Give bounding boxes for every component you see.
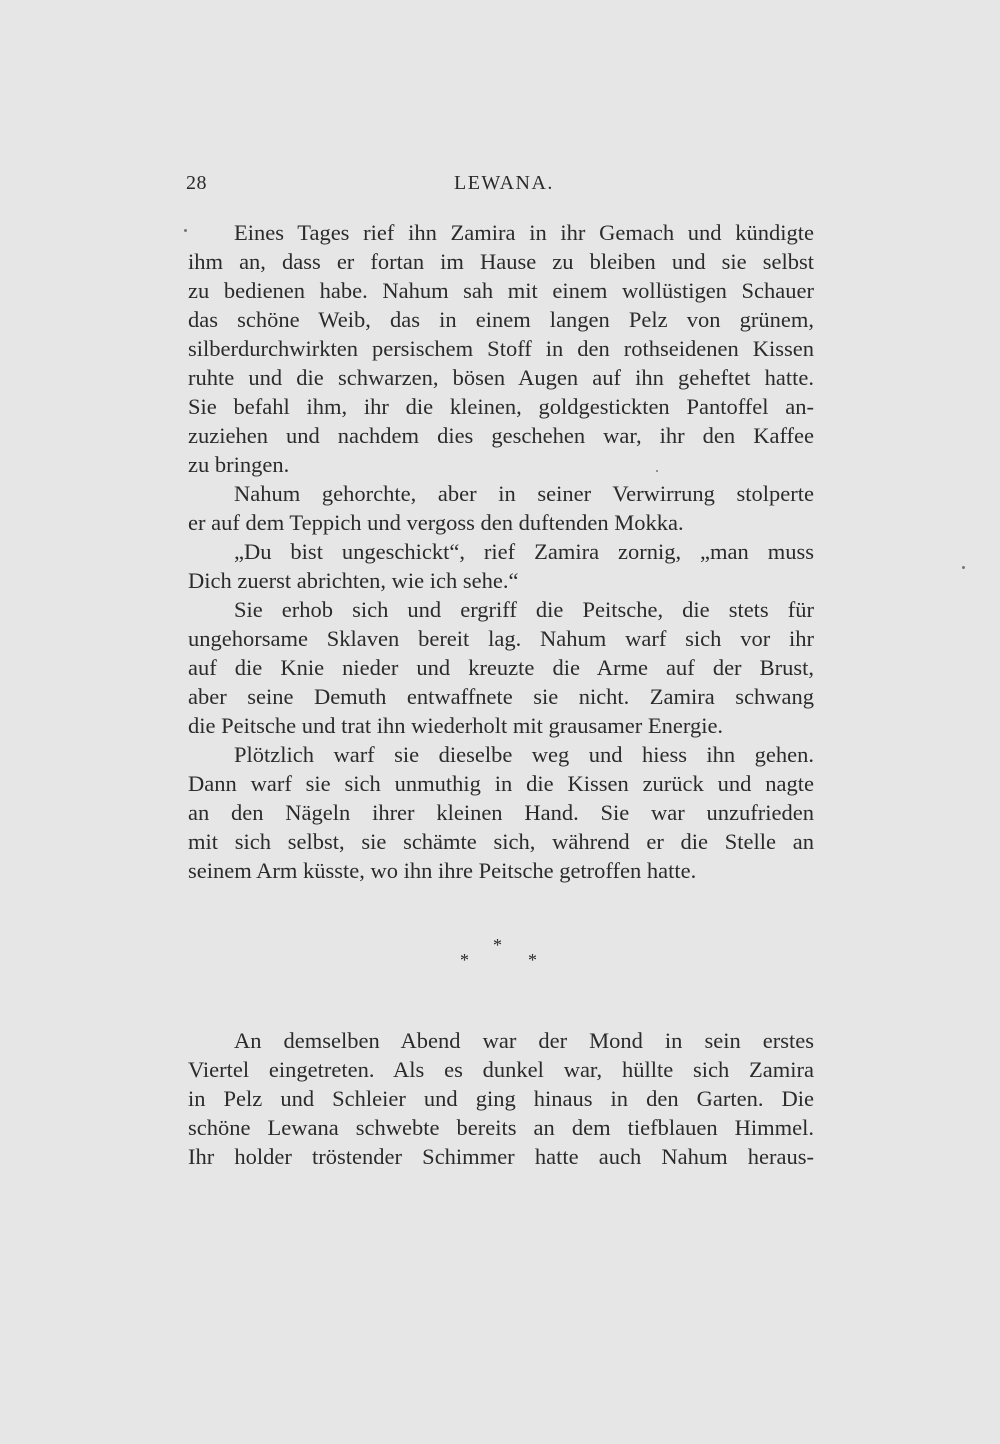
text-line: das schöne Weib, das in einem langen Pelz von grünem, — [188, 307, 814, 332]
text-line: ihm an, dass er fortan im Hause zu bleiben und sie selbst — [188, 249, 814, 274]
text-line: ungehorsame Sklaven bereit lag. Nahum warf sich vor ihr — [188, 626, 814, 651]
text-line: Plötzlich warf sie dieselbe weg und hiess ihn gehen. — [234, 742, 814, 767]
separator-star: * — [493, 935, 502, 955]
text-line: zu bringen. — [188, 452, 290, 477]
running-head — [186, 172, 814, 200]
text-line: „Du bist ungeschickt“, rief Zamira zornig, „man muss — [234, 539, 814, 564]
text-line: Viertel eingetreten. Als es dunkel war, hüllte sich Zamira — [188, 1057, 814, 1082]
text-line: Dann warf sie sich unmuthig in die Kissen zurück und nagte — [188, 771, 814, 796]
text-line: mit sich selbst, sie schämte sich, während er die Stelle an — [188, 829, 814, 854]
text-line: ruhte und die schwarzen, bösen Augen auf ihn geheftet hatte. — [188, 365, 814, 390]
text-line: Nahum gehorchte, aber in seiner Verwirrung stolperte — [234, 481, 814, 506]
print-speck — [962, 566, 965, 569]
text-line: auf die Knie nieder und kreuzte die Arme auf der Brust, — [188, 655, 814, 680]
text-line: Eines Tages rief ihn Zamira in ihr Gemach und kündigte — [234, 220, 814, 245]
text-line: Dich zuerst abrichten, wie ich sehe.“ — [188, 568, 519, 593]
text-line: in Pelz und Schleier und ging hinaus in den Garten. Die — [188, 1086, 814, 1111]
text-line: aber seine Demuth entwaffnete sie nicht. Zamira schwang — [188, 684, 814, 709]
separator-star: * — [528, 950, 537, 970]
text-line: er auf dem Teppich und vergoss den duftenden Mokka. — [188, 510, 684, 535]
running-title: LEWANA. — [454, 172, 554, 194]
text-line: An demselben Abend war der Mond in sein erstes — [234, 1028, 814, 1053]
page-number: 28 — [186, 172, 207, 194]
text-line: schöne Lewana schwebte bereits an dem tiefblauen Himmel. — [188, 1115, 814, 1140]
text-line: Sie befahl ihm, ihr die kleinen, goldgestickten Pantoffel an- — [188, 394, 814, 419]
text-line: seinem Arm küsste, wo ihn ihre Peitsche getroffen hatte. — [188, 858, 697, 883]
print-speck — [656, 470, 658, 472]
text-line: zu bedienen habe. Nahum sah mit einem wollüstigen Schauer — [188, 278, 814, 303]
print-speck — [184, 229, 187, 232]
text-line: zuziehen und nachdem dies geschehen war, ihr den Kaffee — [188, 423, 814, 448]
text-line: an den Nägeln ihrer kleinen Hand. Sie war unzufrieden — [188, 800, 814, 825]
section-separator — [440, 935, 560, 975]
text-line: Ihr holder tröstender Schimmer hatte auch Nahum heraus- — [188, 1144, 814, 1169]
text-line: Sie erhob sich und ergriff die Peitsche, die stets für — [234, 597, 814, 622]
text-line: die Peitsche und trat ihn wiederholt mit grausamer Energie. — [188, 713, 724, 738]
separator-star: * — [460, 950, 469, 970]
text-line: silberdurchwirkten persischem Stoff in den rothseidenen Kissen — [188, 336, 814, 361]
